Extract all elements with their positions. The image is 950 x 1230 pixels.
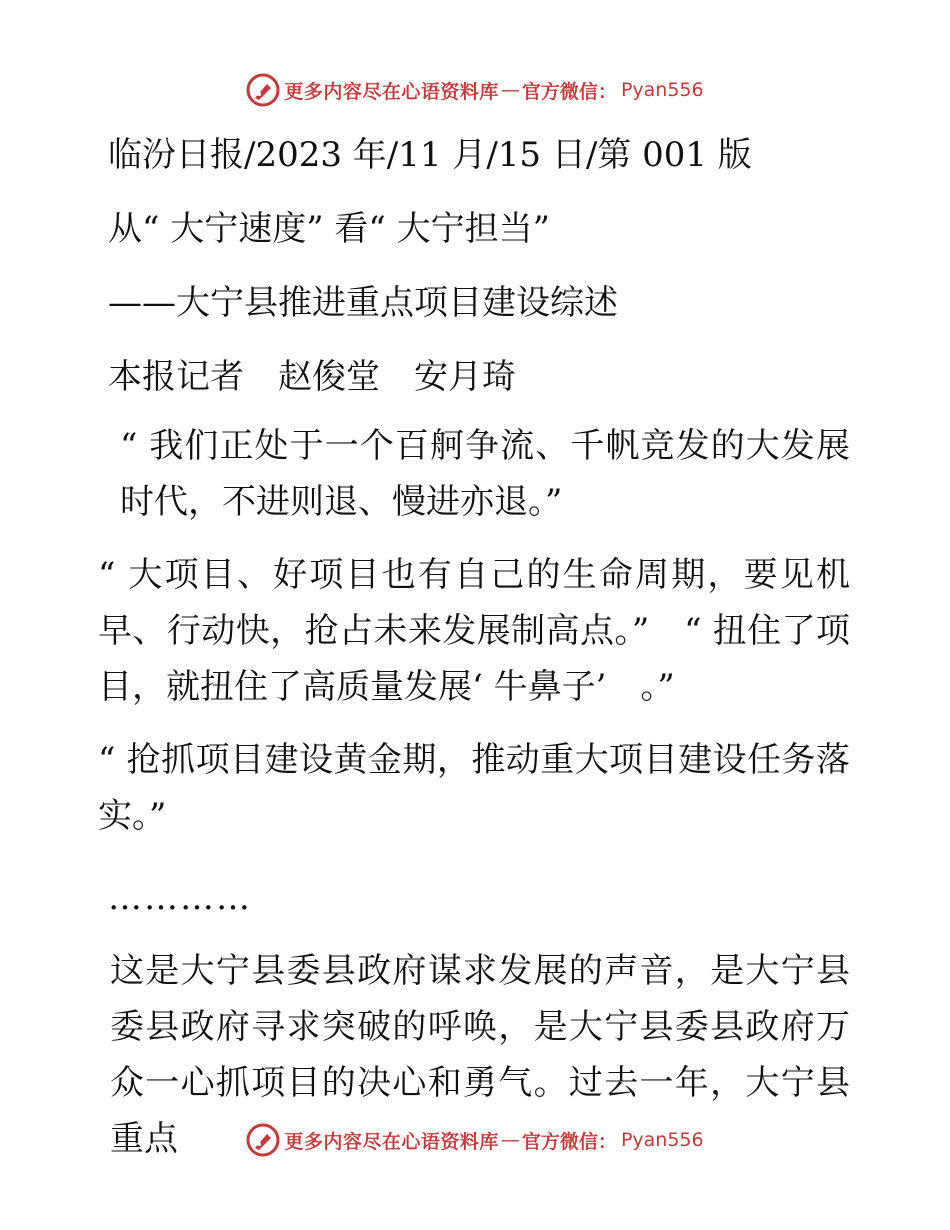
article-subtitle: ——大宁县推进重点项目建设综述 [108, 283, 618, 323]
watermark-account: Pyan556 [620, 1129, 704, 1151]
watermark-text: 更多内容尽在心语资料库 [284, 80, 499, 103]
pen-logo-icon [246, 1123, 280, 1157]
paragraph: 这是大宁县委县政府谋求发展的声音，是大宁县委县政府寻求突破的呼唤，是大宁县委县政府万众一心抓项目的决心和勇气。过去一年，大宁县重点 [110, 951, 850, 1159]
watermark-text: 更多内容尽在心语资料库 [284, 1130, 499, 1153]
byline: 本报记者 赵俊堂 安月琦 [108, 357, 516, 397]
ellipsis: ………… [108, 878, 252, 918]
watermark-banner-bottom [0, 1120, 950, 1160]
paragraph: “ 大项目、好项目也有自己的生命周期，要见机早、行动快，抢占未来发展制高点。” “ 扭住了项目，就扭住了高质量发展‘ 牛鼻子’ 。” [98, 555, 850, 707]
pen-logo-icon [246, 73, 280, 107]
article-body [98, 118, 850, 1184]
watermark-separator: — [500, 1129, 520, 1151]
paragraph: “ 我们正处于一个百舸争流、千帆竞发的大发展时代，不进则退、慢进亦退。” [120, 426, 850, 522]
watermark-separator: — [500, 79, 520, 101]
watermark-label: 官方微信： [521, 1130, 617, 1153]
watermark-banner-top [0, 70, 950, 110]
watermark-account: Pyan556 [620, 79, 704, 101]
watermark-label: 官方微信： [521, 80, 617, 103]
paragraph: “ 抢抓项目建设黄金期，推动重大项目建设任务落实。” [98, 740, 850, 836]
dateline: 临汾日报/2023 年/11 月/15 日/第 001 版 [108, 135, 752, 175]
article-title: 从“ 大宁速度” 看“ 大宁担当” [108, 209, 550, 249]
